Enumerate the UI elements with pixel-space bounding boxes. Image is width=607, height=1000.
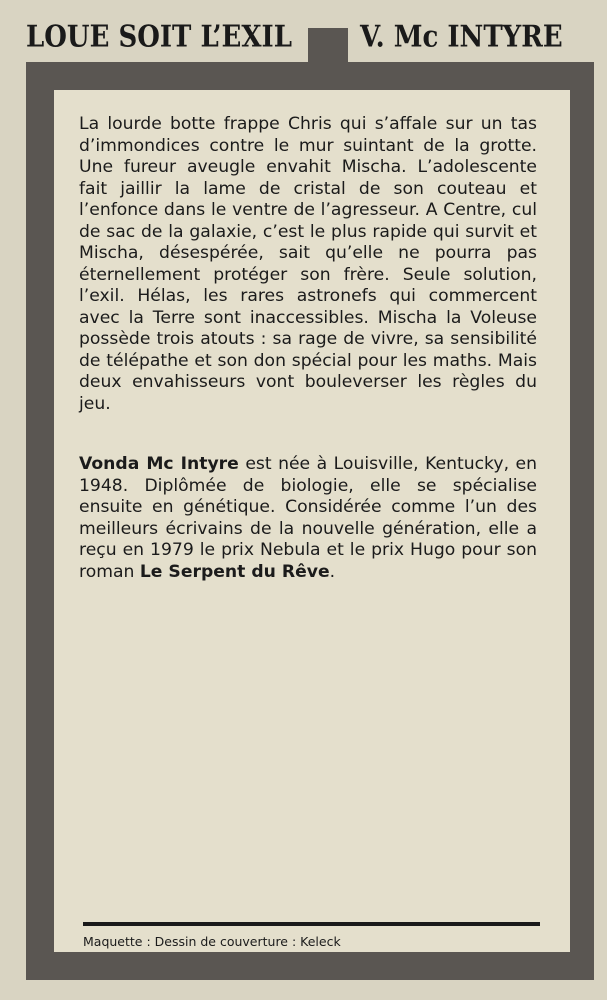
bio-text: est née à Louisville, Kentucky, en 1948. Diplômée de biologie, elle se spécialise ensuite en génétique. Considérée comme l’un des meilleurs écrivains de la nouvelle génération, elle a reçu en 1979 le prix Nebula et le prix Hugo pour son roman [79,454,537,582]
bio-text-end: . [329,561,336,582]
synopsis-paragraph: La lourde botte frappe Chris qui s’affale sur un tas d’immondices contre le mur suintant de la grotte. Une fureur aveugle envahit Mischa. L’adolescente fait jaillir la lame de cristal de son couteau et l’enfonce dans le ventre de l’agresseur. A Centre, cul de sac de la galaxie, c’est le plus rapide qui survit et Mischa, désespérée, sait qu’elle ne pourra pas éternellement protéger son frère. Seule solution, l’exil. Hélas, les rares astronefs qui commercent avec la Terre sont inaccessibles. Mischa la Voleuse possède trois atouts : sa rage de vivre, sa sensibilité de télépathe et son don spécial pour les maths. Mais deux envahisseurs vont bouleverser les règles du jeu. [79,114,537,414]
cover-credits: Maquette : Dessin de couverture : Keleck [83,934,341,949]
author-name-header: V. Mc INTYRE [360,20,563,55]
header-notch [308,28,348,62]
footer-rule [83,922,540,926]
book-title: LOUE SOIT L’EXIL [26,20,292,55]
bio-novel-title: Le Serpent du Rêve [139,561,330,582]
bio-author-name: Vonda Mc Intyre [79,454,239,474]
author-bio-paragraph [79,454,537,583]
